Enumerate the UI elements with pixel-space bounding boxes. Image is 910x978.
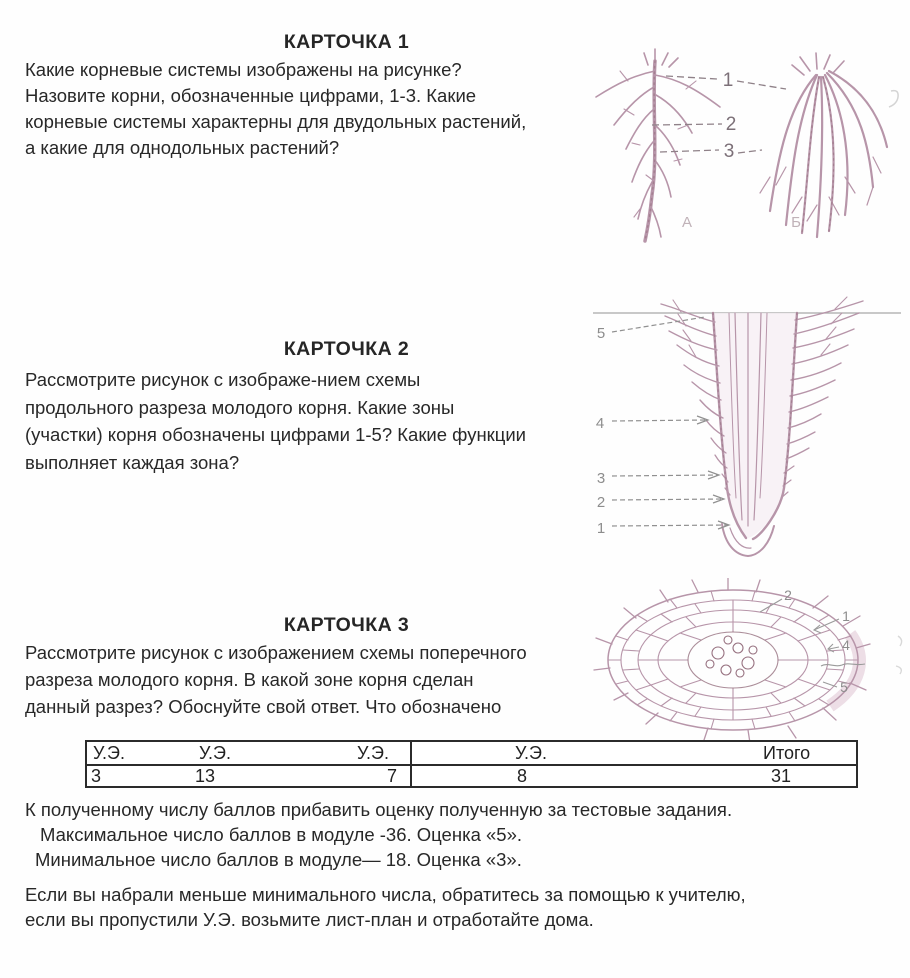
fig3-cell-drawing xyxy=(594,578,870,743)
footer-line-help-teacher: Если вы набрали меньше минимального числа, обратитесь за помощью к учителю, xyxy=(25,884,746,905)
card1-text-line1: Какие корневые системы изображены на рисунке? xyxy=(25,59,462,80)
table-value-ue4: 8 xyxy=(517,766,528,786)
card3-text-line1: Рассмотрите рисунок с изображением схемы поперечного xyxy=(25,642,527,663)
figure-root-systems xyxy=(590,45,910,250)
fig1-letter-b: Б xyxy=(791,214,801,231)
fig2-label-5: 5 xyxy=(596,325,606,342)
fig1-label-1: 1 xyxy=(722,70,734,91)
table-value-ue3: 7 xyxy=(387,766,398,786)
fig1-label-3: 3 xyxy=(723,141,735,162)
card3-title: КАРТОЧКА 3 xyxy=(283,614,410,636)
card2-text-line3: (участки) корня обозначены цифрами 1-5? Какие функции xyxy=(25,424,527,445)
fig3-label-2: 2 xyxy=(784,587,792,603)
fig3-stele-drawing xyxy=(688,632,778,688)
card2-text-line2: продольного разреза молодого корня. Какие зоны xyxy=(25,396,455,418)
fig2-label-4: 4 xyxy=(595,415,605,432)
table-header-ue4: У.Э. xyxy=(515,743,547,763)
scan-artifact xyxy=(889,91,898,107)
fibrous-plant-drawing xyxy=(760,53,887,237)
table-value-ue1: 3 xyxy=(91,766,102,786)
footer-line-max-score: Максимальное число баллов в модуле -36. Оценка «5». xyxy=(40,824,523,845)
table-header-ue2: У.Э. xyxy=(199,743,231,763)
card3-text-line2: разреза молодого корня. В какой зоне корня сделан xyxy=(25,669,474,690)
card3-text-line3: данный разрез? Обоснуйте свой ответ. Что обозначено xyxy=(25,696,502,717)
fig1-letter-a: А xyxy=(681,214,693,231)
fig1-leader-lines xyxy=(652,76,786,153)
card1-text-line3: корневые системы характерны для двудольных растений, xyxy=(25,111,527,132)
table-value-ue2: 13 xyxy=(195,766,216,786)
card2-title: КАРТОЧКА 2 xyxy=(283,338,410,360)
card1-text-line2: Назовите корни, обозначенные цифрами, 1-3. Какие xyxy=(25,85,477,106)
footer-line-homework: если вы пропустили У.Э. возьмите лист-план и отработайте дома. xyxy=(25,909,594,930)
fig2-label-3: 3 xyxy=(596,470,606,487)
figure-cross-root-section xyxy=(588,578,910,753)
score-table xyxy=(85,740,858,788)
figure-longitudinal-root-section xyxy=(585,288,905,573)
footer-line-min-score: Минимальное число баллов в модуле— 18. Оценка «3». xyxy=(35,849,522,870)
card1-text-line4: а какие для однодольных растений? xyxy=(25,137,340,158)
fig3-label-1: 1 xyxy=(842,608,850,624)
fig1-label-2: 2 xyxy=(725,114,737,135)
table-header-total: Итого xyxy=(763,743,811,763)
table-header-ue3: У.Э. xyxy=(357,743,389,763)
table-value-total: 31 xyxy=(771,766,792,786)
card2-text-line1: Рассмотрите рисунок с изображе-нием схемы xyxy=(25,369,421,390)
fig3-label-4: 4 xyxy=(842,637,850,653)
card1-title: КАРТОЧКА 1 xyxy=(283,31,410,53)
fig3-label-5: 5 xyxy=(840,679,848,695)
scan-artifact xyxy=(896,636,902,674)
fig2-label-2: 2 xyxy=(596,494,606,511)
footer-line-add-score: К полученному числу баллов прибавить оценку полученную за тестовые задания. xyxy=(25,799,733,820)
fig2-label-1: 1 xyxy=(596,520,606,537)
table-column-divider xyxy=(410,742,412,786)
card2-text-line4: выполняет каждая зона? xyxy=(25,451,240,473)
table-header-ue1: У.Э. xyxy=(93,743,125,763)
